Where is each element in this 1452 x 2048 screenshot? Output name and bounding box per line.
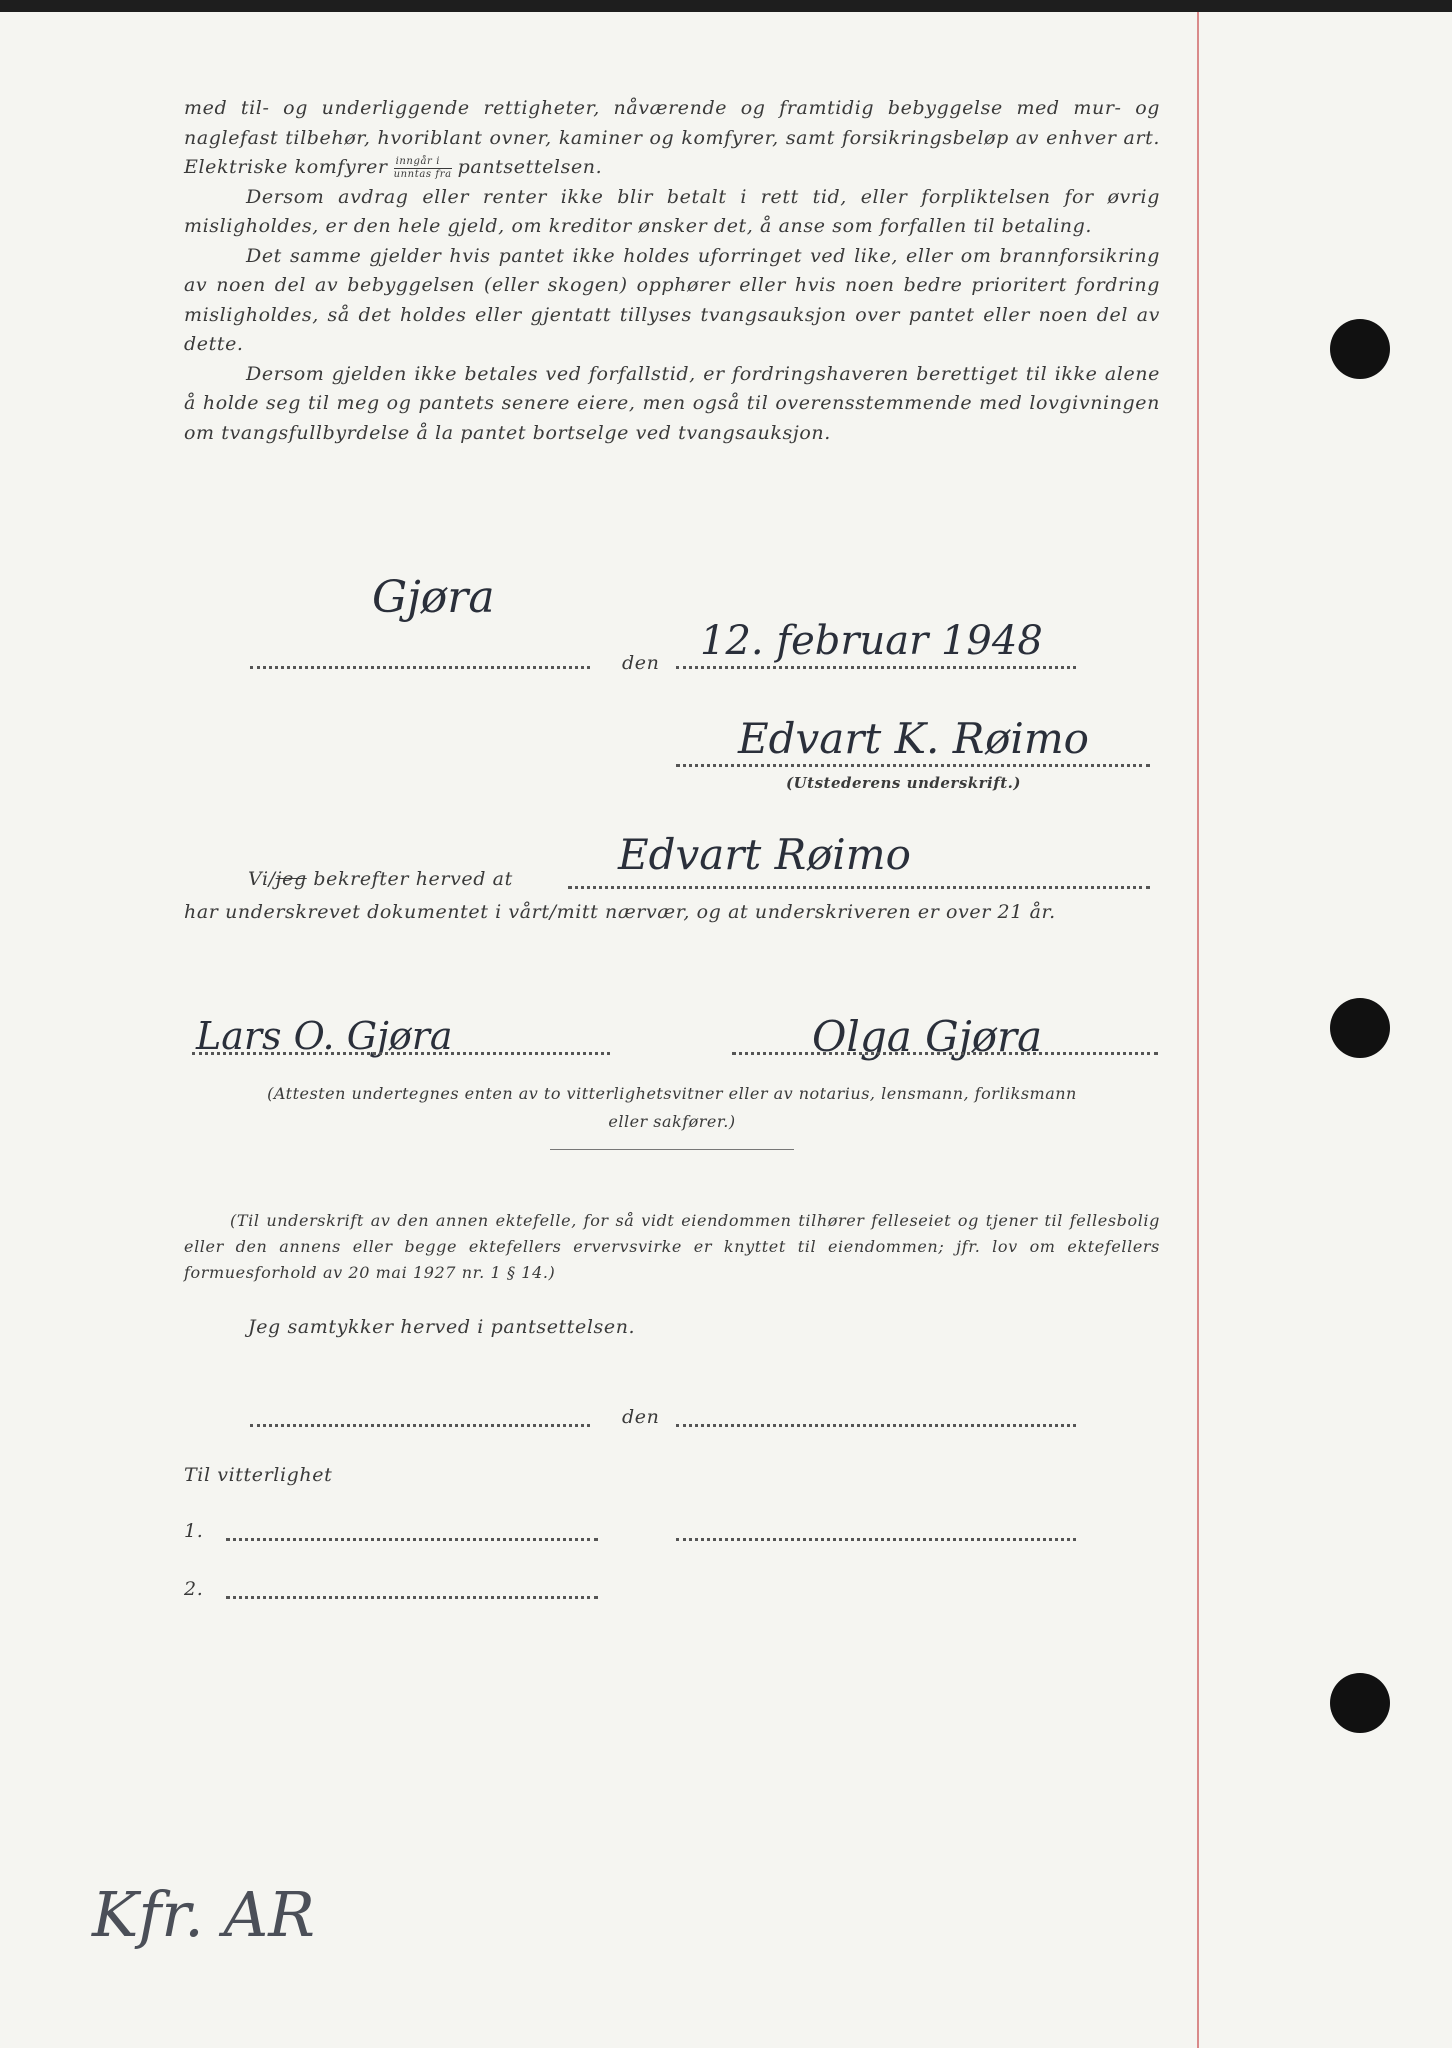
attested-name-dotted-line — [568, 886, 1150, 889]
struck-word: jeg — [275, 868, 307, 890]
witness-2-dotted-line — [226, 1596, 598, 1599]
consent-den-label: den — [622, 1406, 660, 1428]
consent-place-dotted-line — [250, 1424, 590, 1427]
witness-number-2: 2. — [184, 1578, 204, 1600]
margin-line — [1197, 12, 1199, 2048]
witness2-dotted-line — [732, 1052, 1158, 1055]
consent-text: Jeg samtykker herved i pantsettelsen. — [248, 1316, 636, 1338]
attestation-note-line2: eller sakfører.) — [608, 1112, 736, 1131]
paragraph-1: med til- og underliggende rettigheter, nåværende og framtidig bebyggelse med mur- og naglefast tilbehør, hvoriblant ovner, kaminer og komfyrer, samt forsikringsbeløp av enhver art. Elektriske komfyrer $\frac{\text{inngår i}}{\text{unntas fra}}$ pantsettelsen. — [184, 97, 1160, 180]
place-handwritten: Gjøra — [372, 572, 495, 623]
date-dotted-line — [676, 666, 1076, 669]
section-divider — [550, 1149, 794, 1150]
paragraph-3: Det samme gjelder hvis pantet ikke holdes uforringet ved like, eller om brannforsikring av noen del av bebyggelsen (eller skogen) opphører eller hvis noen bedre prioritert fordring misligholdes, så det holdes eller gjentatt tillyses tvangsauksjon over pantet eller noen del av dette. — [184, 244, 1160, 355]
spouse-note: (Til underskrift av den annen ektefelle, for så vidt eiendommen tilhører felleseiet og tjener til fellesbolig eller den annens eller begge ektefellers ervervsvirke er knyttet til eiendommen; jfr. lov om ektefellers formuesforhold av 20 mai 1927 nr. 1 § 14.) — [184, 1211, 1160, 1282]
consent-date-dotted-line — [676, 1424, 1076, 1427]
punch-hole — [1330, 319, 1390, 379]
attestation-continuation: har underskrevet dokumentet i vårt/mitt nærvær, og at underskriveren er over 21 år. — [184, 901, 1056, 923]
witness-1b-dotted-line — [676, 1538, 1076, 1541]
witness-number-1: 1. — [184, 1520, 204, 1542]
margin-note-handwritten: Kfr. AR — [92, 1878, 315, 1951]
issuer-caption: (Utstederens underskrift.) — [786, 774, 1021, 792]
attestation-line: Vi/jeg bekrefter herved at — [248, 868, 513, 890]
body-text — [184, 94, 1160, 448]
date-handwritten: 12. februar 1948 — [700, 618, 1043, 664]
witness-1-dotted-line — [226, 1538, 598, 1541]
witness1-signature: Lars O. Gjøra — [196, 1014, 453, 1058]
attestation-note-line1: (Attesten undertegnes enten av to vitterlighetsvitner eller av notarius, lensmann, forliksmann — [267, 1084, 1077, 1103]
attested-name-handwritten: Edvart Røimo — [618, 830, 911, 879]
document-page — [0, 12, 1452, 2048]
den-label: den — [622, 652, 660, 674]
punch-hole — [1330, 1673, 1390, 1733]
fraction-choice: $\frac{\text{inngår i}}{\text{unntas fra}}$ — [393, 155, 452, 180]
punch-hole — [1330, 998, 1390, 1058]
issuer-dotted-line — [676, 764, 1150, 767]
witness-header: Til vitterlighet — [184, 1464, 333, 1486]
paragraph-4: Dersom gjelden ikke betales ved forfallstid, er fordringshaveren berettiget til ikke alene å holde seg til meg og pantets senere eiere, men også til overensstemmende med lovgivningen om tvangsfullbyrdelse å la pantet bortselge ved tvangsauksjon. — [184, 362, 1160, 444]
witness2-signature: Olga Gjøra — [812, 1012, 1043, 1061]
issuer-signature: Edvart K. Røimo — [738, 714, 1089, 763]
paragraph-2: Dersom avdrag eller renter ikke blir betalt i rett tid, eller forpliktelsen for øvrig misligholdes, er den hele gjeld, om kreditor ønsker det, å anse som forfallen til betaling. — [184, 185, 1160, 237]
place-dotted-line — [250, 666, 590, 669]
witness1-dotted-line — [192, 1052, 610, 1055]
